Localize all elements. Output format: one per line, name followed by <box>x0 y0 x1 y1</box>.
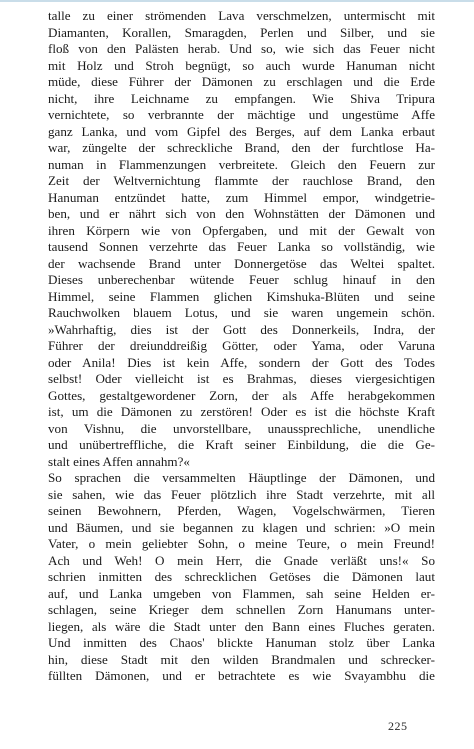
text-line: von Vishnu, die unvorstellbare, unaussprechliche, unendliche <box>48 420 435 436</box>
text-line: floß von den Palästen herab. Und so, wie sich das Feuer nicht <box>48 41 435 56</box>
text-line: schrien inmitten des schrecklichen Getöses die Dämonen laut <box>48 569 435 584</box>
text-line: Und inmitten des Chaos' blickte Hanuman stolz über Lanka <box>48 635 435 650</box>
text-line: »Wahrhaftig, dies ist der Gott des Donnerkeils, Indra, der <box>48 321 435 337</box>
text-line: und Bäumen, und sie begannen zu klagen und schrien: »O mein <box>48 519 435 535</box>
text-line: talle zu einer strömenden Lava verschmelzen, untermischt mit <box>48 8 435 23</box>
text-line: oder Anila! Dies ist kein Affe, sondern der Gott des Todes <box>48 354 435 370</box>
text-line: schlagen, seine Krieger dem schnellen Zorn Hanumans unter- <box>48 602 435 617</box>
top-border-rule <box>0 0 474 2</box>
text-line: und unübertreffliche, die Kraft seiner Einbildung, die die Ge- <box>48 437 435 452</box>
text-line: auf, und Lanka umgeben von Flammen, sah seine Helden er- <box>48 585 435 601</box>
text-line: müde, diese Führer der Dämonen zu erschlagen und die Erde <box>48 74 435 89</box>
text-line: Ach und Weh! O mein Herr, die Gnade verläßt uns!« So <box>48 552 435 568</box>
text-line: sie sahen, wie das Feuer plötzlich ihre Stadt verzehrte, mit all <box>48 486 435 502</box>
text-line: Hanuman entzündet hatte, zum Himmel empor, windgetrie- <box>48 189 435 205</box>
text-line: seinen Bewohnern, Pferden, Wagen, Vogelschwärmen, Tieren <box>48 503 435 518</box>
text-line: ben, und er nährt sich von den Wohnstätten der Dämonen und <box>48 206 435 221</box>
page-number: 225 <box>388 719 408 733</box>
text-line: nicht, ihre Leichname zu empfangen. Wie Shiva Tripura <box>48 90 435 106</box>
text-line: selbst! Oder vielleicht ist es Brahmas, dieses viergesichtigen <box>48 371 435 386</box>
text-line: Zeit der Weltvernichtung flammte der rauchlose Brand, den <box>48 173 435 188</box>
text-line: Himmel, seine Flammen glichen Kimshuka-Blüten und seine <box>48 288 435 304</box>
text-line: So sprachen die versammelten Häuptlinge der Dämonen, und <box>48 470 435 485</box>
text-line: mit Holz und Stroh begnügt, so auch wurde Hanuman nicht <box>48 57 435 73</box>
text-line: numan in Flammenzungen verbreitete. Gleich den Feuern zur <box>48 156 435 172</box>
text-line: der wachsende Brand unter Donnergetöse das Weltei spaltet. <box>48 255 435 271</box>
text-line: füllten Dämonen, und er betrachtete es wie Svayambhu die <box>48 668 435 683</box>
text-line: tausend Sonnen verzehrte das Feuer Lanka so vollständig, wie <box>48 239 435 254</box>
text-line: Vater, o mein geliebter Sohn, o meine Teure, o mein Freund! <box>48 536 435 551</box>
text-line: war, züngelte der schreckliche Brand, den der furchtlose Ha- <box>48 140 435 155</box>
text-line: Führer der dreiunddreißig Götter, oder Yama, oder Varuna <box>48 338 435 353</box>
text-line: Diamanten, Korallen, Smaragden, Perlen und Silber, und sie <box>48 24 435 40</box>
text-line: ganz Lanka, und vom Gipfel des Berges, auf dem Lanka erbaut <box>48 123 435 139</box>
text-line: ihren Körpern wie von Opfergaben, und mit der Gewalt von <box>48 222 435 238</box>
page-body <box>48 8 435 685</box>
text-line: vernichtete, so verbrannte der mächtige und ungestüme Affe <box>48 107 435 122</box>
text-line: ist, um die Dämonen zu zerstören! Oder es ist die höchste Kraft <box>48 404 435 419</box>
text-line: Gottes, gestaltgewordener Zorn, der als Affe herabgekommen <box>48 387 435 403</box>
text-line: stalt eines Affen annahm?« <box>48 453 190 469</box>
text-line: Dieses unberechenbar wütende Feuer schlug hinauf in den <box>48 272 435 287</box>
text-line: hin, diese Stadt mit den wilden Brandmalen und schrecker- <box>48 651 435 667</box>
text-line: Rauchwolken blauem Lotus, und sie waren ungemein schön. <box>48 305 435 320</box>
text-line: liegen, als wäre die Stadt unter den Bann eines Fluches geraten. <box>48 618 435 634</box>
